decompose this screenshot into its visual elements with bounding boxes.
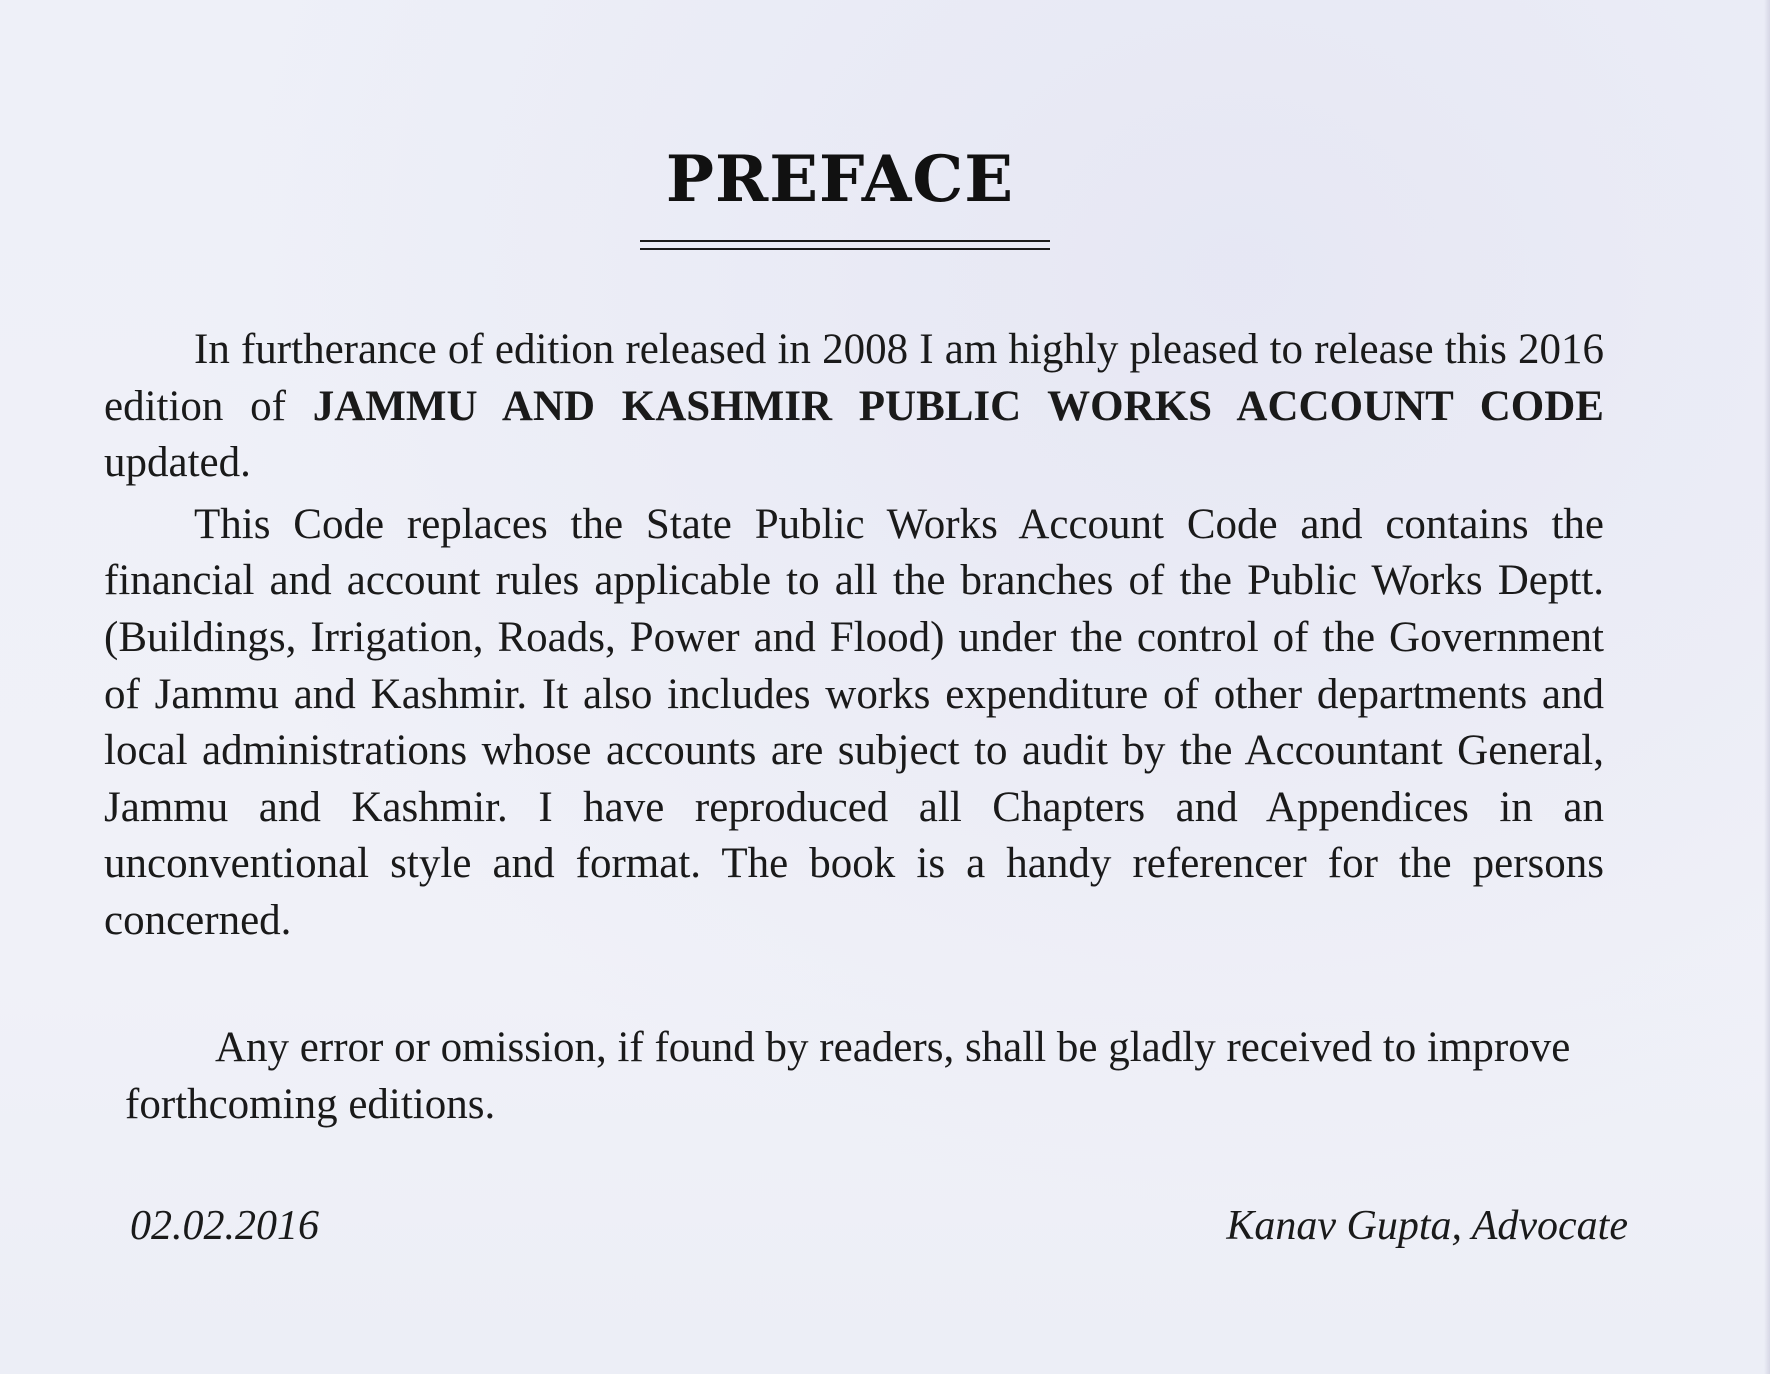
page-title: PREFACE (665, 142, 1015, 217)
paragraph-1-text-before: In furtherance of edition released in 2008 I am highly pleased to release this 2016 edition of (104, 326, 1604, 430)
author-signature: Kanav Gupta, Advocate (1226, 1203, 1628, 1249)
preface-body (104, 322, 1604, 950)
closing-paragraph (125, 1020, 1625, 1133)
page-edge-shadow (1764, 0, 1770, 1374)
paragraph-1 (104, 322, 1604, 492)
paragraph-1-text-after: updated. (104, 439, 251, 487)
paragraph-1-bold-title: JAMMU AND KASHMIR PUBLIC WORKS ACCOUNT CODE (312, 382, 1604, 430)
preface-date: 02.02.2016 (130, 1203, 319, 1249)
paragraph-2: This Code replaces the State Public Works Account Code and contains the financial and account rules applicable to all the branches of the Public Works Deptt. (Buildings, Irrigation, Roads, Power and Flood) under the control of the Government of Jammu and Kashmir. It also includes works expenditure of other departments and local administrations whose accounts are subject to audit by the Accountant General, Jammu and Kashmir. I have reproduced all Chapters and Appendices in an unconventional style and format. The book is a handy referencer for the persons concerned. (104, 500, 1604, 944)
title-double-rule (640, 240, 1050, 250)
paragraph-3: Any error or omission, if found by readers, shall be gladly received to improve forthcoming editions. (125, 1024, 1571, 1128)
